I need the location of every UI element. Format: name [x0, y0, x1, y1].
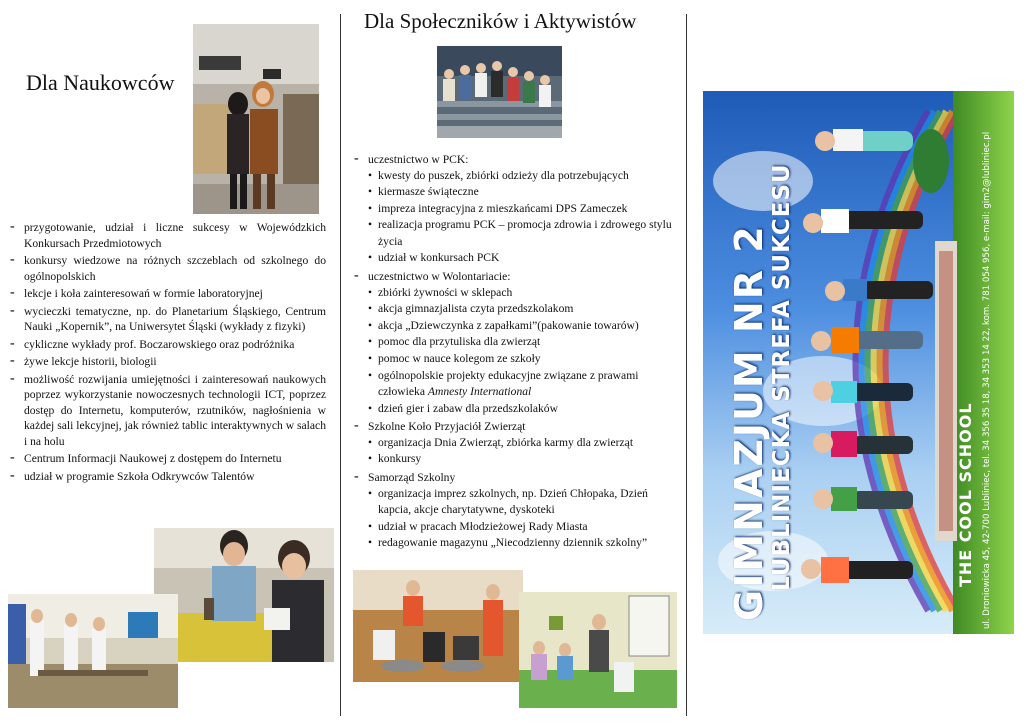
list-item	[368, 368, 674, 401]
group-label: uczestnictwo w Wolontariacie:	[368, 270, 511, 284]
list-item: • kiermasze świąteczne	[368, 184, 674, 201]
cover-contact: ul. Droniowicka 45, 42-700 Lubliniec, tel. 34 356 35 18, 34 353 14 22, kom. 781 054 956, e-mail: gim2@lubliniec.pl	[982, 131, 992, 629]
photo-science-fair	[8, 594, 178, 708]
photo-group-stairs	[437, 46, 562, 138]
group-pck	[354, 152, 674, 267]
group-items	[368, 435, 674, 468]
list-item: - żywe lekcje historii, biologii	[10, 354, 326, 370]
left-list	[10, 220, 326, 486]
group-label: uczestnictwo w PCK:	[368, 153, 469, 166]
list-item: • organizacja Dnia Zwierząt, zbiórka karmy dla zwierząt	[368, 435, 674, 452]
list-item: - udział w programie Szkoła Odkrywców Talentów	[10, 469, 326, 485]
list-item: • organizacja imprez szkolnych, np. Dzień Chłopaka, Dzień kapcia, akcje charytatywne, dyskoteki	[368, 486, 674, 519]
list-item: • pomoc dla przytuliska dla zwierząt	[368, 334, 674, 351]
middle-title: Dla Społeczników i Aktywistów	[364, 9, 637, 33]
cover-school-name: GIMNAZJUM NR 2	[727, 224, 771, 621]
group-label: Samorząd Szkolny	[368, 471, 456, 484]
list-item: • kwesty do puszek, zbiórki odzieży dla potrzebujących	[368, 168, 674, 185]
group-items	[368, 168, 674, 268]
list-item: • realizacja programu PCK – promocja zdrowia i zdrowego stylu życia	[368, 217, 674, 250]
list-item: • redagowanie magazynu „Niecodzienny dziennik szkolny”	[368, 535, 674, 552]
photo-girls	[193, 24, 319, 214]
cover-image	[703, 91, 1014, 634]
middle-content	[354, 152, 674, 554]
list-item: • akcja gimnazjalista czyta przedszkolakom	[368, 301, 674, 318]
photo-students-experiment	[154, 528, 334, 662]
group-label: Szkolne Koło Przyjaciół Zwierząt	[368, 420, 526, 434]
amnesty-label: Amnesty International	[427, 385, 532, 399]
list-item: - możliwość rozwijania umiejętności i zainteresowań naukowych poprzez wykorzystanie nowoczesnych technologii ICT, poprzez dostęp do Internetu, komputerów, rzutników, nagłośnienia w każdej sali lekcyjnej, jak również tablic interaktywnych w salach i na holu	[10, 372, 326, 450]
list-item: • udział w pracach Młodzieżowej Rady Miasta	[368, 519, 674, 536]
list-item: • pomoc w nauce kolegom ze szkoły	[368, 351, 674, 368]
group-animals	[354, 419, 674, 468]
list-item: - lekcje i koła zainteresowań w formie laboratoryjnej	[10, 286, 326, 302]
list-item: - konkursy wiedzowe na różnych szczeblach od szkolnego do ogólnopolskich	[10, 253, 326, 284]
list-item: • konkursy	[368, 451, 674, 468]
cover-tagline: THE COOL SCHOOL	[956, 402, 975, 587]
photo-classroom-game	[519, 592, 677, 708]
list-item: - cykliczne wykłady prof. Boczarowskiego oraz podróżnika	[10, 337, 326, 353]
list-item: • udział w konkursach PCK	[368, 250, 674, 267]
list-item: - przygotowanie, udział i liczne sukcesy w Wojewódzkich Konkursach Przedmiotowych	[10, 220, 326, 251]
list-item: • akcja „Dziewczynka z zapałkami”(pakowanie towarów)	[368, 318, 674, 335]
cover-slogan: LUBLINIECKA STREFA SUKCESU	[769, 163, 795, 591]
column-divider-right	[686, 14, 687, 716]
list-item-text: ogólnopolskie projekty edukacyjne związane z prawami człowieka	[378, 368, 639, 399]
list-item: - Centrum Informacji Naukowej z dostępem do Internetu	[10, 451, 326, 467]
column-divider-left	[340, 14, 341, 716]
list-item: - wycieczki tematyczne, np. do Planetarium Śląskiego, Centrum Nauki „Kopernik”, na Uniwersytet Śląski (wykłady z fizyki)	[10, 304, 326, 335]
group-wolontariat	[354, 269, 674, 417]
list-item: • impreza integracyjna z mieszkańcami DPS Zameczek	[368, 201, 674, 218]
list-item: • zbiórki żywności w sklepach	[368, 285, 674, 302]
group-items	[368, 285, 674, 418]
list-item: • dzień gier i zabaw dla przedszkolaków	[368, 401, 674, 418]
photo-first-aid	[353, 570, 523, 682]
group-items	[368, 486, 674, 552]
group-samorzad	[354, 470, 674, 552]
left-title: Dla Naukowców	[26, 70, 175, 95]
